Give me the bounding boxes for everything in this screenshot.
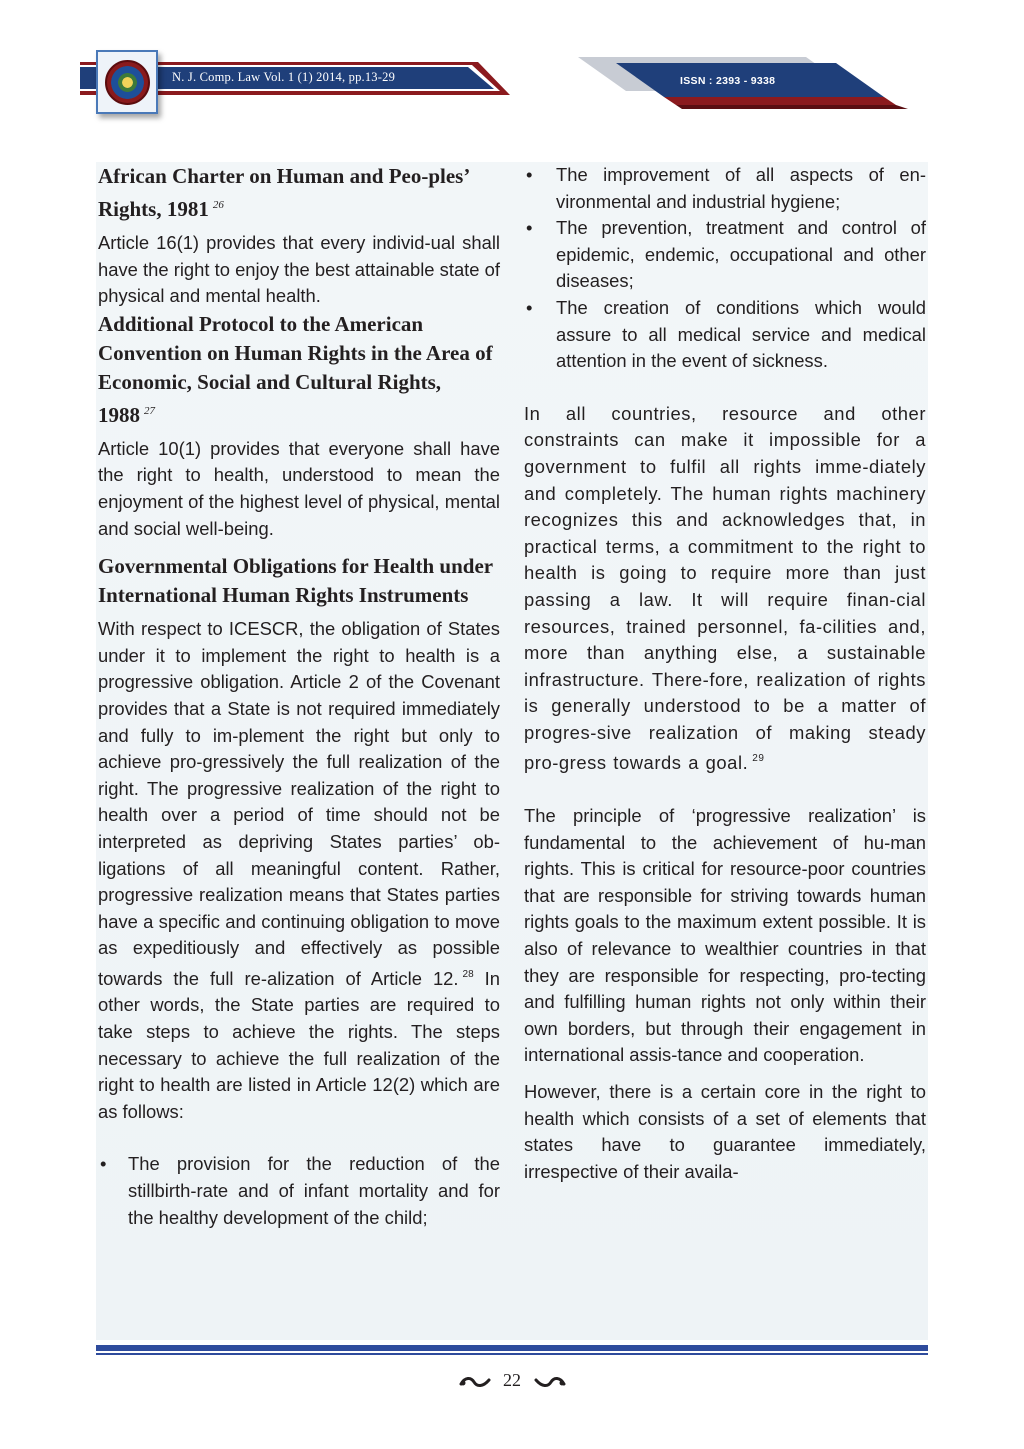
section-heading-governmental-obligations: Governmental Obligations for Health under International Human Rights Instruments: [98, 554, 493, 608]
paragraph: The principle of ‘progressive realization’ is fundamental to the achievement of hu-man rights. This is critical for resource-poor countries that are responsible for striving towards human rights goals to the maximum extent possible. It is also of relevance to wealthier countries in that they are responsible for respecting, pro-tecting and fulfilling human rights not only within their own borders, but through their engagement in international assis-tance and cooperation.: [524, 805, 926, 1066]
bullet-list: [524, 162, 926, 375]
journal-logo: [96, 50, 158, 114]
list-item: • The prevention, treatment and control of epidemic, endemic, occupational and other diseases;: [524, 215, 926, 295]
article-body: [96, 162, 928, 1340]
left-column: [98, 162, 500, 1231]
paragraph: However, there is a certain core in the right to health which consists of a set of elements that states have to guarantee immediately, irrespective of their availa-: [524, 1081, 926, 1182]
journal-citation: N. J. Comp. Law Vol. 1 (1) 2014, pp.13-29: [172, 70, 396, 84]
page-number: 22: [503, 1370, 521, 1390]
right-column: [524, 162, 926, 1185]
footer-rule-thin: [96, 1353, 928, 1355]
footer-rule: [96, 1345, 928, 1351]
paragraph: Article 16(1) provides that every individ-ual shall have the right to enjoy the best attainable state of physical and mental health.: [98, 232, 500, 307]
ornament-left-icon: [459, 1375, 493, 1389]
footnote-ref[interactable]: 29: [752, 753, 765, 765]
list-item: • The improvement of all aspects of en-vironmental and industrial hygiene;: [524, 162, 926, 215]
footnote-ref[interactable]: 26: [212, 199, 224, 211]
footnote-ref[interactable]: 27: [144, 404, 155, 417]
section-heading-additional-protocol: Additional Protocol to the American Convention on Human Rights in the Area of Economic, Social and Cultural Rights, 1988 $^{27}$: [98, 311, 493, 427]
section-heading-african-charter: African Charter on Human and Peo-ples’ Rights, 1981 $^{26}$: [98, 164, 469, 221]
paragraph: Article 10(1) provides that everyone shall have the right to health, understood to mean the enjoyment of the highest level of physical, mental and social well-being.: [98, 437, 500, 539]
page-footer: [0, 1370, 1024, 1391]
paragraph: In all countries, resource and other constraints can make it impossible for a government to fulfil all rights imme-diately and completely. The human rights machinery recognizes this and acknowledges that, in practical terms, a commitment to the right to health is going to require more than just passing a law. It will require finan-cial resources, trained personnel, fa-cilities and, more than anything else, a sustainable infrastructure. There-fore, realization of rights is generally understood to be a matter of progres-sive realization of making steady pro-gress towards a goal. $^{29}$: [524, 402, 926, 774]
issn-label: ISSN : 2393 - 9338: [680, 75, 776, 87]
paragraph: With respect to ICESCR, the obligation of States under it to implement the right to health is a progressive obligation. Article 2 of the Covenant provides that a State is not required immediately and fully to im-plement the right but only to achieve pro-gressively the full realization of the right. The progressive realization of the right to health over a period of time should not be interpreted as depriving States parties’ ob-ligations of all meaningful content. Rather, progressive realization means that States parties have a specific and continuing obligation to move as expeditiously and effectively as possible towards the full re-alization of Article 12. $^{28}$ In other words, the State parties are required to take steps to achieve the rights. The steps necessary to achieve the full realization of the right to health are listed in Article 12(2) which are as follows:: [98, 618, 500, 1122]
footnote-ref[interactable]: 28: [462, 968, 474, 980]
list-item: • The creation of conditions which would assure to all medical service and medical attention in the event of sickness.: [524, 295, 926, 375]
bullet-list: [98, 1151, 500, 1231]
ornament-right-icon: [532, 1375, 566, 1389]
list-item: • The provision for the reduction of the stillbirth-rate and of infant mortality and for the healthy development of the child;: [98, 1151, 500, 1231]
journal-seal-icon: [105, 60, 150, 105]
